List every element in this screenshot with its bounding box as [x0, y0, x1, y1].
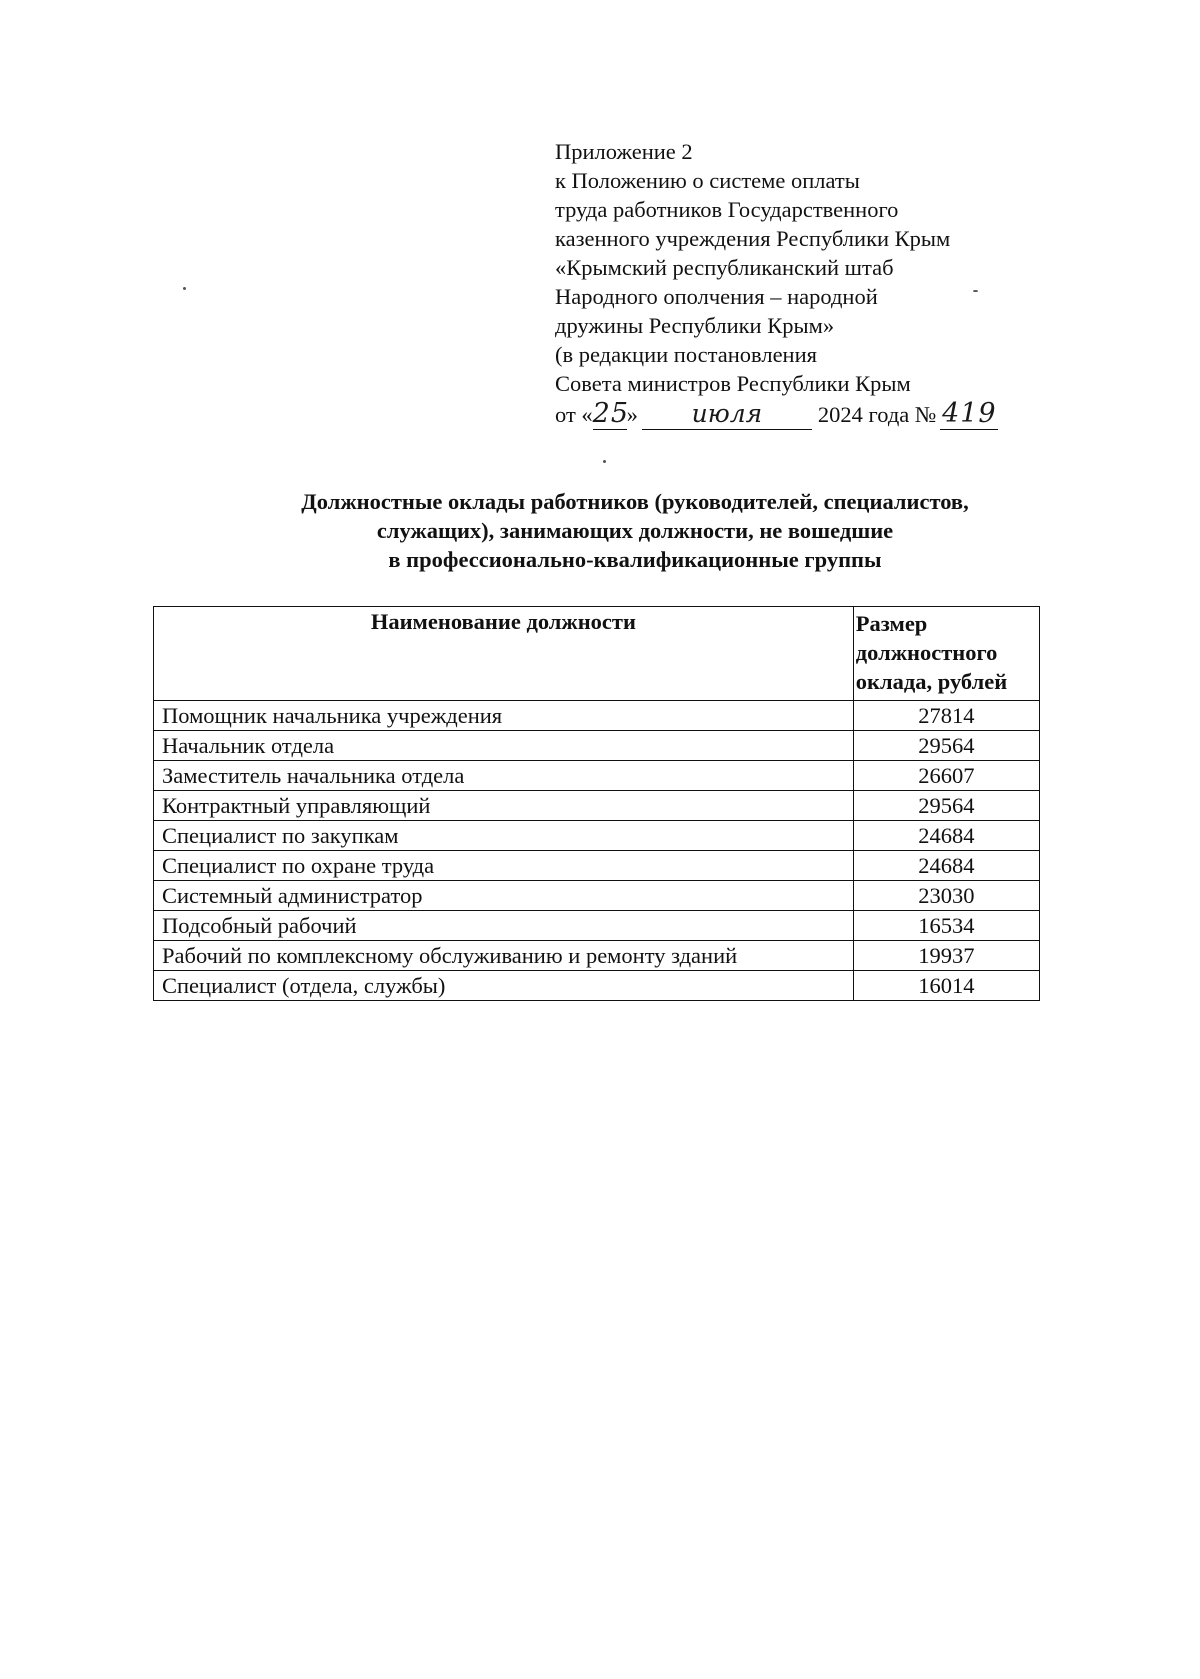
table-row [154, 941, 1040, 971]
salary-cell: 16014 [853, 971, 1039, 1001]
position-cell: Помощник начальника учреждения [154, 701, 854, 731]
salary-cell: 26607 [853, 761, 1039, 791]
position-cell: Начальник отдела [154, 731, 854, 761]
table-header-row [154, 607, 1040, 701]
scan-speck [973, 290, 978, 292]
appendix-header [555, 137, 1075, 430]
scan-speck [603, 460, 606, 463]
table-row [154, 881, 1040, 911]
scan-speck [183, 287, 186, 290]
header-salary [853, 607, 1039, 701]
position-cell: Подсобный рабочий [154, 911, 854, 941]
position-cell: Специалист по закупкам [154, 821, 854, 851]
position-cell: Системный администратор [154, 881, 854, 911]
position-cell: Заместитель начальника отдела [154, 761, 854, 791]
table-row [154, 821, 1040, 851]
decree-year-text: 2024 года № [817, 402, 937, 427]
salary-cell: 24684 [853, 851, 1039, 881]
salary-cell: 16534 [853, 911, 1039, 941]
position-cell: Специалист (отдела, службы) [154, 971, 854, 1001]
salary-cell: 24684 [853, 821, 1039, 851]
salary-cell: 29564 [853, 791, 1039, 821]
appendix-line: труда работников Государственного [555, 197, 899, 222]
title-line: служащих), занимающих должности, не вошедшие [376, 518, 894, 543]
table-row [154, 761, 1040, 791]
title-line: в профессионально-квалификационные группы [388, 547, 882, 572]
appendix-line: (в редакции постановления [555, 342, 817, 367]
decree-number-handwritten: 419 [942, 398, 997, 429]
decree-day-field [592, 398, 630, 430]
decree-month-field [642, 399, 812, 430]
appendix-line: Народного ополчения – народной [555, 284, 878, 309]
salary-cell: 23030 [853, 881, 1039, 911]
table-row [154, 791, 1040, 821]
header-position: Наименование должности [154, 607, 854, 701]
decree-close-quote: » [626, 402, 638, 427]
appendix-line: дружины Республики Крым» [555, 313, 835, 338]
appendix-line: к Положению о системе оплаты [555, 168, 860, 193]
title-line: Должностные оклады работников (руководителей, специалистов, [301, 489, 969, 514]
table-row [154, 731, 1040, 761]
decree-date-line [555, 399, 1075, 430]
decree-prefix: от « [555, 402, 593, 427]
table-row [154, 701, 1040, 731]
salary-cell: 29564 [853, 731, 1039, 761]
header-salary-line: Размер [855, 611, 928, 636]
header-salary-line: должностного [855, 640, 998, 665]
appendix-line: Совета министров Республики Крым [555, 371, 911, 396]
position-cell: Контрактный управляющий [154, 791, 854, 821]
table-row [154, 971, 1040, 1001]
salary-table [153, 606, 1040, 1001]
appendix-line: Приложение 2 [555, 139, 693, 164]
position-cell: Рабочий по комплексному обслуживанию и ремонту зданий [154, 941, 854, 971]
decree-month-handwritten: июля [691, 399, 763, 428]
decree-number-field [940, 399, 998, 430]
appendix-line: казенного учреждения Республики Крым [555, 226, 951, 251]
salary-cell: 27814 [853, 701, 1039, 731]
decree-day-handwritten: 25 [592, 398, 630, 429]
appendix-line: «Крымский республиканский штаб [555, 255, 894, 280]
document-title [170, 487, 1100, 574]
table-row [154, 851, 1040, 881]
header-salary-line: оклада, рублей [855, 669, 1008, 694]
salary-cell: 19937 [853, 941, 1039, 971]
table-row [154, 911, 1040, 941]
position-cell: Специалист по охране труда [154, 851, 854, 881]
